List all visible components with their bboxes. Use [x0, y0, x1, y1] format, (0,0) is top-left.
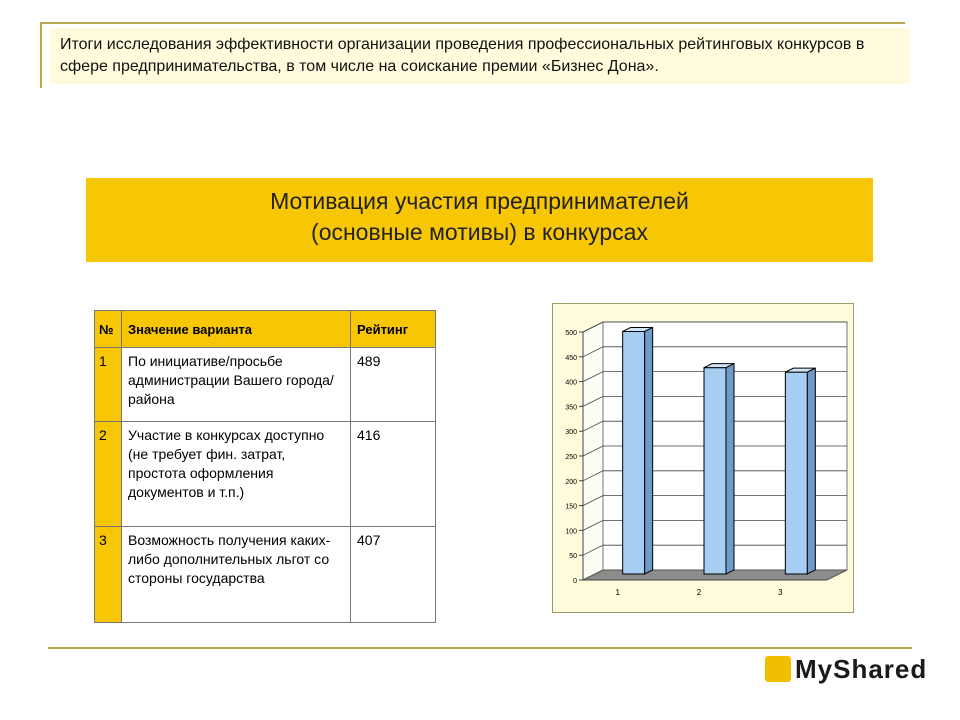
y-tick-label: 400 [565, 379, 577, 387]
rating-table [94, 310, 436, 623]
row-number: 3 [95, 527, 122, 623]
table-row [95, 527, 436, 623]
y-tick-label: 350 [565, 404, 577, 412]
x-tick-label: 3 [778, 588, 783, 597]
row-rating: 416 [351, 422, 436, 527]
y-tick-label: 200 [565, 478, 577, 486]
y-tick-label: 500 [565, 330, 577, 337]
table-row [95, 422, 436, 527]
slide-header [50, 28, 910, 84]
x-tick-label: 1 [615, 588, 620, 597]
section-banner [86, 178, 873, 262]
y-tick-label: 250 [565, 454, 577, 461]
bar-chart [552, 303, 854, 613]
bar [623, 331, 645, 574]
table-header-row [95, 311, 436, 348]
y-tick-label: 150 [565, 503, 577, 511]
left-accent-line [40, 22, 42, 88]
y-tick-label: 100 [565, 528, 577, 536]
chart-canvas [553, 304, 853, 612]
banner-title-line-2: (основные мотивы) в конкурсах [311, 219, 648, 245]
table-row [95, 348, 436, 422]
row-rating: 407 [351, 527, 436, 623]
row-text: По инициативе/просьбе администрации Вашего города/района [122, 348, 351, 422]
logo-text: MyShared [795, 654, 928, 684]
header-text: Итоги исследования эффективности организации проведения профессиональных рейтинговых конкурсов в сфере предпринимательства, в том числе на соискание премии «Бизнес Дона». [60, 36, 865, 75]
y-tick-label: 300 [565, 429, 577, 437]
y-tick-label: 450 [565, 354, 577, 362]
bar [785, 372, 807, 574]
bar [704, 368, 726, 574]
bar-side [807, 368, 815, 574]
bar-side [645, 327, 653, 574]
row-rating: 489 [351, 348, 436, 422]
y-tick-label: 50 [569, 553, 577, 561]
row-text: Возможность получения каких-либо дополнительных льгот со стороны государства [122, 527, 351, 623]
header-number: № [95, 311, 122, 348]
banner-title-line-1: Мотивация участия предпринимателей [270, 188, 689, 214]
x-tick-label: 2 [696, 588, 702, 597]
row-number: 2 [95, 422, 122, 527]
row-text: Участие в конкурсах доступно (не требует фин. затрат, простота оформления документов и т.п.) [122, 422, 351, 527]
bar-side [726, 364, 734, 574]
top-divider-line [40, 22, 905, 24]
y-tick-label: 0 [573, 578, 577, 585]
header-rating: Рейтинг [351, 311, 436, 348]
bottom-divider-line [48, 647, 912, 649]
watermark-logo [765, 652, 928, 692]
logo-icon [765, 656, 791, 682]
row-number: 1 [95, 348, 122, 422]
header-option-value: Значение варианта [122, 311, 351, 348]
